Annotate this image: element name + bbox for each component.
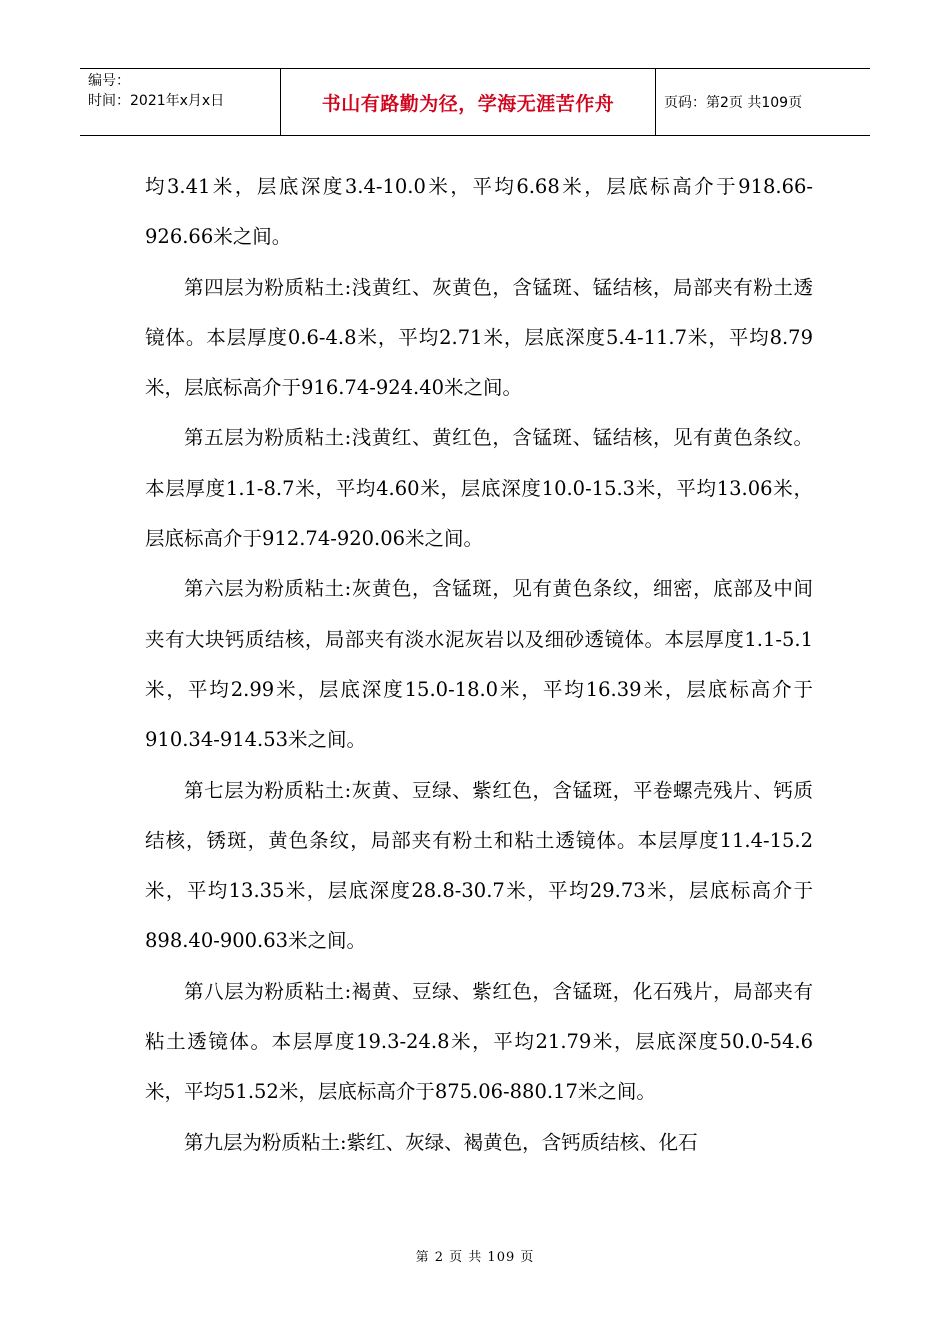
paragraph: 第六层为粉质粘土:灰黄色，含锰斑，见有黄色条纹，细密，底部及中间夹有大块钙质结核，局部夹有淡水泥灰岩以及细砂透镜体。本层厚度1.1-5.1米，平均2.99米，层底深度15.0-18.0米，平均16.39米，层底标高介于910.34-914.53米之间。 [145,577,813,752]
motto-text: 书山有路勤为径，学海无涯苦作舟 [321,92,615,115]
page-info: 页码：第2页 共109页 [664,95,803,111]
paragraph: 均3.41米，层底深度3.4-10.0米，平均6.68米，层底标高介于918.66-926.66米之间。 [145,175,813,249]
header-meta-cell [80,69,281,135]
paragraph: 第九层为粉质粘土:紫红、灰绿、褐黄色，含钙质结核、化石 [184,1130,698,1154]
date-line: 时间：2021年x月x日 [88,93,225,109]
page-footer: 第 2 页 共 109 页 [415,1250,535,1265]
header-motto-cell [281,69,656,135]
paragraph: 第八层为粉质粘土:褐黄、豆绿、紫红色，含锰斑，化石残片，局部夹有粘土透镜体。本层厚度19.3-24.8米，平均21.79米，层底深度50.0-54.6米，平均51.52米，层底标高介于875.06-880.17米之间。 [145,979,813,1104]
paragraph: 第四层为粉质粘土:浅黄红、灰黄色，含锰斑、锰结核，局部夹有粉土透镜体。本层厚度0.6-4.8米，平均2.71米，层底深度5.4-11.7米，平均8.79米，层底标高介于916.74-924.40米之间。 [145,275,813,400]
number-label: 编号： [88,73,130,89]
document-body [145,162,813,1168]
document-header [80,68,870,136]
paragraph: 第五层为粉质粘土:浅黄红、黄红色，含锰斑、锰结核，见有黄色条纹。本层厚度1.1-8.7米，平均4.60米，层底深度10.0-15.3米，平均13.06米，层底标高介于912.74-920.06米之间。 [145,426,813,551]
paragraph: 第七层为粉质粘土:灰黄、豆绿、紫红色，含锰斑，平卷螺壳残片、钙质结核，锈斑，黄色条纹，局部夹有粉土和粘土透镜体。本层厚度11.4-15.2米，平均13.35米，层底深度28.8-30.7米，平均29.73米，层底标高介于898.40-900.63米之间。 [145,778,813,953]
header-page-cell [656,69,870,135]
